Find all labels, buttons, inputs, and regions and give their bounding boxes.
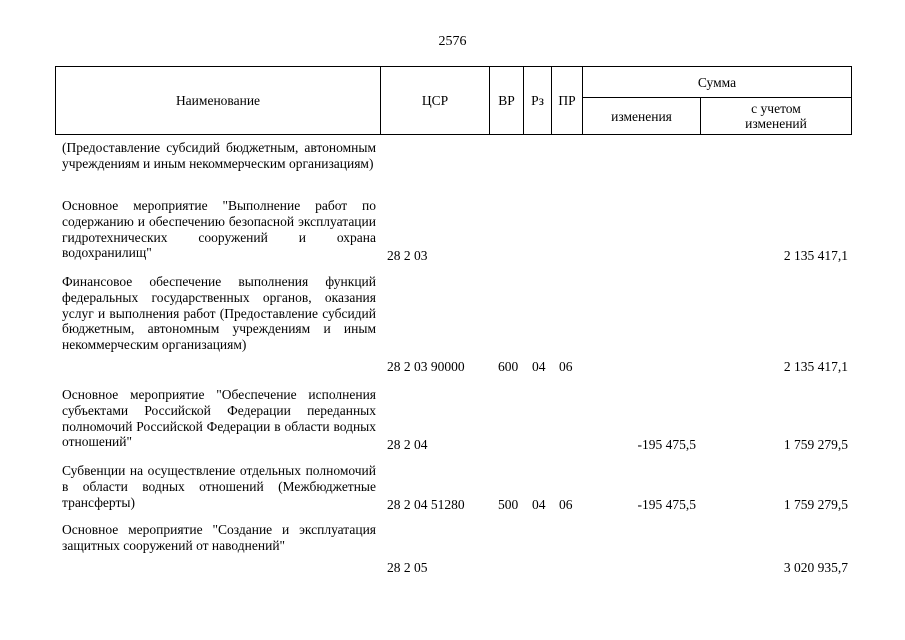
row-csr: 28 2 03 90000 — [387, 359, 465, 374]
page-number: 2576 — [438, 34, 467, 49]
row-name: Основное мероприятие "Выполнение работ по содержанию и обеспечению безопасной эксплуатации гидротехнических сооружений и охрана водохранилищ" — [62, 198, 376, 261]
header-sum: Сумма — [582, 66, 852, 98]
header-pr: ПР — [551, 66, 583, 135]
row-name: Основное мероприятие "Создание и эксплуатация защитных сооружений от наводнений" — [62, 522, 376, 553]
table-row — [62, 274, 852, 374]
row-pr: 06 — [559, 359, 573, 374]
table-row — [62, 463, 852, 513]
table-row — [62, 198, 852, 264]
row-name: Субвенции на осуществление отдельных полномочий в области водных отношений (Межбюджетные трансферты) — [62, 463, 376, 510]
row-name: (Предоставление субсидий бюджетным, автономным учреждениям и иным некоммерческим организациям) — [62, 140, 376, 171]
header-csr: ЦСР — [380, 66, 490, 135]
row-rz: 04 — [532, 359, 546, 374]
row-change: -195 475,5 — [637, 437, 696, 452]
row-total: 3 020 935,7 — [783, 560, 848, 575]
row-total: 1 759 279,5 — [783, 437, 848, 452]
header-changes: изменения — [582, 97, 701, 135]
row-csr: 28 2 05 — [387, 560, 428, 575]
row-name: Основное мероприятие "Обеспечение исполнения субъектами Российской Федерации переданных полномочий Российской Федерации в области водных отношений" — [62, 387, 376, 450]
row-csr: 28 2 03 — [387, 248, 428, 263]
row-name: Финансовое обеспечение выполнения функций федеральных государственных органов, оказания услуг и выполнения работ (Предоставление субсидий бюджетным, автономным учреждениям и иным некоммерческим организациям) — [62, 274, 376, 353]
table-row — [62, 140, 852, 190]
header-with-changes: с учетом изменений — [700, 97, 852, 135]
table-row — [62, 387, 852, 453]
header-vr: ВР — [489, 66, 524, 135]
row-change: -195 475,5 — [637, 497, 696, 512]
row-vr: 600 — [498, 359, 519, 374]
row-total: 2 135 417,1 — [783, 359, 848, 374]
row-vr: 500 — [498, 497, 519, 512]
row-total: 1 759 279,5 — [783, 497, 848, 512]
row-csr: 28 2 04 — [387, 437, 428, 452]
table-row — [62, 522, 852, 575]
header-name: Наименование — [55, 66, 381, 135]
row-total: 2 135 417,1 — [783, 248, 848, 263]
row-pr: 06 — [559, 497, 573, 512]
row-rz: 04 — [532, 497, 546, 512]
row-csr: 28 2 04 51280 — [387, 497, 465, 512]
header-rz: Рз — [523, 66, 552, 135]
